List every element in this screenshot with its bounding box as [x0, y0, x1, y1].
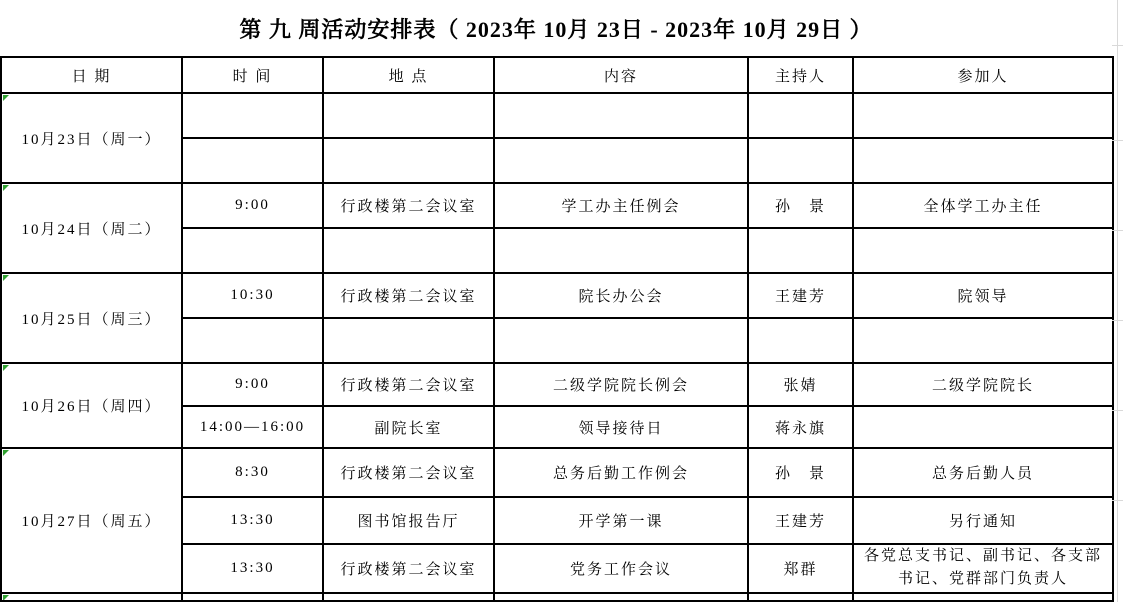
sheet-gridline	[1112, 230, 1123, 231]
green-triangle-icon	[3, 275, 9, 281]
date-cell-thursday[interactable]	[1, 363, 182, 448]
date-label: 10月23日（周一）	[21, 131, 162, 148]
time-cell[interactable]: 9:00	[182, 183, 323, 228]
place-cell[interactable]: 行政楼第二会议室	[323, 363, 494, 406]
sheet-gridline	[1112, 45, 1123, 46]
content-cell[interactable]	[494, 93, 748, 138]
host-cell[interactable]: 孙 景	[748, 183, 853, 228]
place-cell[interactable]	[323, 593, 494, 601]
header-time[interactable]: 时 间	[182, 57, 323, 93]
place-cell[interactable]: 行政楼第二会议室	[323, 544, 494, 593]
header-row	[1, 57, 1113, 93]
participants-cell[interactable]	[853, 228, 1113, 273]
date-cell-tuesday[interactable]	[1, 183, 182, 273]
sheet-gridline	[1112, 320, 1123, 321]
sheet-gridline	[1112, 500, 1123, 501]
host-cell[interactable]	[748, 138, 853, 183]
place-cell[interactable]	[323, 318, 494, 363]
place-cell[interactable]: 行政楼第二会议室	[323, 448, 494, 497]
date-label: 10月26日（周四）	[21, 399, 162, 415]
schedule-table	[0, 56, 1114, 602]
participants-cell[interactable]: 二级学院院长	[853, 363, 1113, 406]
host-cell[interactable]: 张婧	[748, 363, 853, 406]
content-cell[interactable]: 领导接待日	[494, 406, 748, 448]
table-row	[1, 363, 1113, 406]
content-cell[interactable]: 开学第一课	[494, 497, 748, 544]
date-cell-wednesday[interactable]	[1, 273, 182, 363]
host-cell[interactable]: 王建芳	[748, 273, 853, 318]
content-cell[interactable]: 二级学院院长例会	[494, 363, 748, 406]
table-row	[1, 183, 1113, 228]
host-cell[interactable]	[748, 318, 853, 363]
date-label: 10月27日（周五）	[21, 513, 162, 530]
sheet-gridline	[1112, 410, 1123, 411]
date-label: 10月24日（周二）	[21, 221, 162, 238]
sheet-gridline	[1117, 0, 1118, 602]
host-cell[interactable]: 王建芳	[748, 497, 853, 544]
place-cell[interactable]	[323, 228, 494, 273]
participants-cell[interactable]	[853, 138, 1113, 183]
time-cell[interactable]: 10:30	[182, 273, 323, 318]
green-triangle-icon	[3, 95, 9, 101]
participants-cell[interactable]	[853, 318, 1113, 363]
content-cell[interactable]: 学工办主任例会	[494, 183, 748, 228]
time-cell[interactable]: 13:30	[182, 497, 323, 544]
time-cell[interactable]	[182, 93, 323, 138]
place-cell[interactable]: 行政楼第二会议室	[323, 273, 494, 318]
header-participants[interactable]: 参加人	[853, 57, 1113, 93]
time-cell[interactable]	[182, 138, 323, 183]
participants-cell[interactable]: 总务后勤人员	[853, 448, 1113, 497]
content-cell[interactable]: 党务工作会议	[494, 544, 748, 593]
place-cell[interactable]: 副院长室	[323, 406, 494, 448]
time-cell[interactable]: 14:00—16:00	[182, 406, 323, 448]
participants-cell[interactable]: 另行通知	[853, 497, 1113, 544]
participants-cell[interactable]	[853, 93, 1113, 138]
content-cell[interactable]: 院长办公会	[494, 273, 748, 318]
sheet-gridline	[1112, 140, 1123, 141]
time-cell[interactable]	[182, 228, 323, 273]
participants-cell[interactable]: 全体学工办主任	[853, 183, 1113, 228]
participants-cell[interactable]	[853, 593, 1113, 601]
header-content[interactable]: 内容	[494, 57, 748, 93]
host-cell[interactable]: 蒋永旗	[748, 406, 853, 448]
date-label: 10月25日（周三）	[21, 311, 162, 328]
place-cell[interactable]	[323, 93, 494, 138]
header-date[interactable]: 日 期	[1, 57, 182, 93]
page-title: 第 九 周活动安排表（ 2023年 10月 23日 - 2023年 10月 29日 ）	[239, 16, 873, 42]
table-row	[1, 273, 1113, 318]
host-cell[interactable]	[748, 93, 853, 138]
place-cell[interactable]	[323, 138, 494, 183]
table-row	[1, 93, 1113, 138]
table-row-partial	[1, 593, 1113, 601]
time-cell[interactable]	[182, 593, 323, 601]
time-cell[interactable]: 13:30	[182, 544, 323, 593]
green-triangle-icon	[3, 595, 9, 601]
date-cell-friday[interactable]	[1, 448, 182, 593]
participants-cell[interactable]: 各党总支书记、副书记、各支部书记、党群部门负责人	[853, 544, 1113, 593]
green-triangle-icon	[3, 450, 9, 456]
green-triangle-icon	[3, 365, 9, 371]
time-cell[interactable]	[182, 318, 323, 363]
participants-cell[interactable]: 院领导	[853, 273, 1113, 318]
header-host[interactable]: 主持人	[748, 57, 853, 93]
host-cell[interactable]: 孙 景	[748, 448, 853, 497]
content-cell[interactable]	[494, 138, 748, 183]
date-cell-partial[interactable]	[1, 593, 182, 601]
host-cell[interactable]	[748, 228, 853, 273]
participants-cell[interactable]	[853, 406, 1113, 448]
host-cell[interactable]: 郑群	[748, 544, 853, 593]
content-cell[interactable]	[494, 318, 748, 363]
header-place[interactable]: 地 点	[323, 57, 494, 93]
host-cell[interactable]	[748, 593, 853, 601]
place-cell[interactable]: 行政楼第二会议室	[323, 183, 494, 228]
content-cell[interactable]: 总务后勤工作例会	[494, 448, 748, 497]
content-cell[interactable]	[494, 593, 748, 601]
table-row	[1, 448, 1113, 497]
time-cell[interactable]: 8:30	[182, 448, 323, 497]
place-cell[interactable]: 图书馆报告厅	[323, 497, 494, 544]
time-cell[interactable]: 9:00	[182, 363, 323, 406]
content-cell[interactable]	[494, 228, 748, 273]
green-triangle-icon	[3, 185, 9, 191]
date-cell-monday[interactable]	[1, 93, 182, 183]
